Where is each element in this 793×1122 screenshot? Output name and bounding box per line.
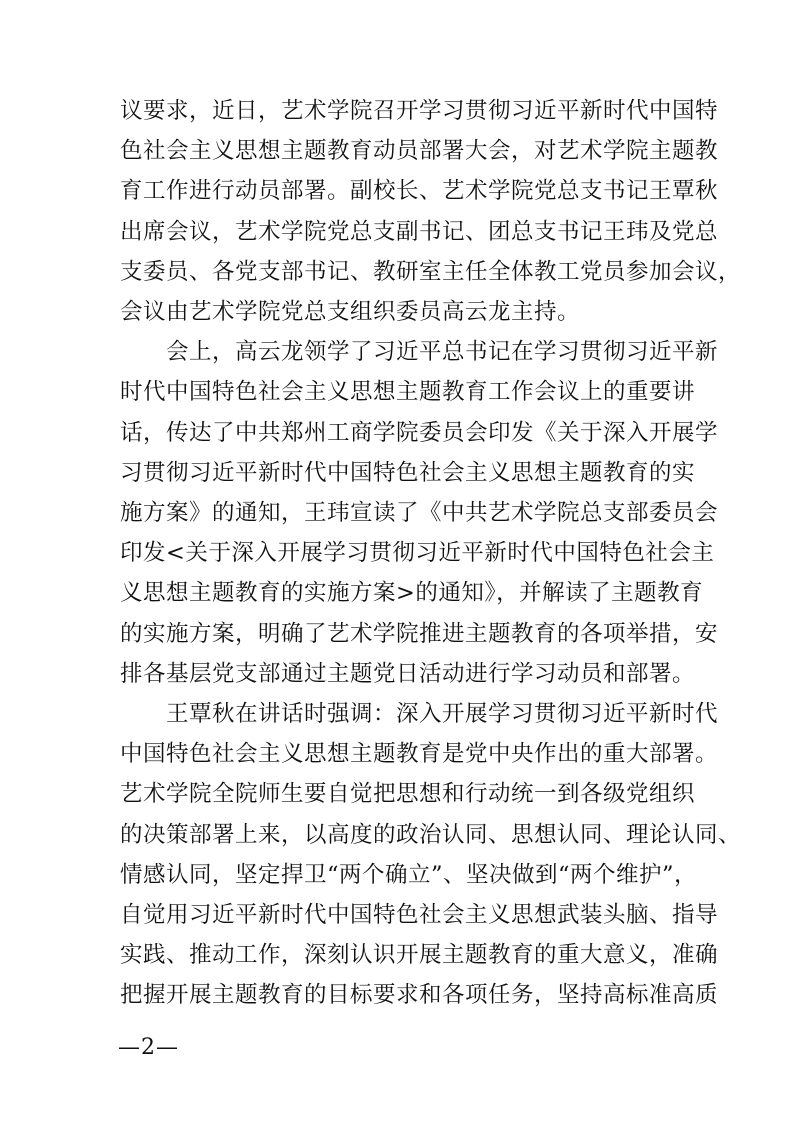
text-line: 把握开展主题教育的目标要求和各项任务，坚持高标准高质 bbox=[120, 982, 719, 1008]
text-line: 印发<关于深入开展学习贯彻习近平新时代中国特色社会主 bbox=[120, 540, 715, 566]
text-line: 议要求，近日，艺术学院召开学习贯彻习近平新时代中国特 bbox=[120, 98, 719, 124]
text-line: 实践、推动工作，深刻认识开展主题教育的重大意义，准确 bbox=[120, 942, 719, 968]
text-line: 艺术学院全院师生要自觉把思想和行动统一到各级党组织 bbox=[120, 781, 696, 807]
text-line: 色社会主义思想主题教育动员部署大会，对艺术学院主题教 bbox=[120, 138, 719, 164]
text-line: 的决策部署上来，以高度的政治认同、思想认同、理论认同、 bbox=[120, 822, 742, 848]
text-line: 自觉用习近平新时代中国特色社会主义思想武装头脑、指导 bbox=[120, 902, 719, 928]
paragraph-first-line: 王覃秋在讲话时强调：深入开展学习贯彻习近平新时代 bbox=[166, 701, 719, 727]
text-line: 情感认同，坚定捍卫“两个确立”、坚决做到“两个维护”， bbox=[120, 862, 698, 888]
text-line: 施方案》的通知，王玮宣读了《中共艺术学院总支部委员会 bbox=[120, 500, 719, 526]
page-number: —2— bbox=[118, 1035, 179, 1060]
text-line: 中国特色社会主义思想主题教育是党中央作出的重大部署。 bbox=[120, 741, 719, 767]
text-line: 支委员、各党支部书记、教研室主任全体教工党员参加会议， bbox=[120, 259, 742, 285]
text-line: 的实施方案，明确了艺术学院推进主题教育的各项举措，安 bbox=[120, 621, 719, 647]
text-line: 育工作进行动员部署。副校长、艺术学院党总支书记王覃秋 bbox=[120, 178, 719, 204]
paragraph-first-line: 会上，高云龙领学了习近平总书记在学习贯彻习近平新 bbox=[166, 339, 719, 365]
text-line: 义思想主题教育的实施方案>的通知》，并解读了主题教育 bbox=[120, 580, 704, 606]
text-line: 出席会议，艺术学院党总支副书记、团总支书记王玮及党总 bbox=[120, 219, 719, 245]
text-line: 会议由艺术学院党总支组织委员高云龙主持。 bbox=[120, 299, 581, 325]
text-line: 排各基层党支部通过主题党日活动进行学习动员和部署。 bbox=[120, 661, 696, 687]
text-line: 时代中国特色社会主义思想主题教育工作会议上的重要讲 bbox=[120, 379, 696, 405]
text-line: 话，传达了中共郑州工商学院委员会印发《关于深入开展学 bbox=[120, 420, 719, 446]
text-line: 习贯彻习近平新时代中国特色社会主义思想主题教育的实 bbox=[120, 460, 696, 486]
